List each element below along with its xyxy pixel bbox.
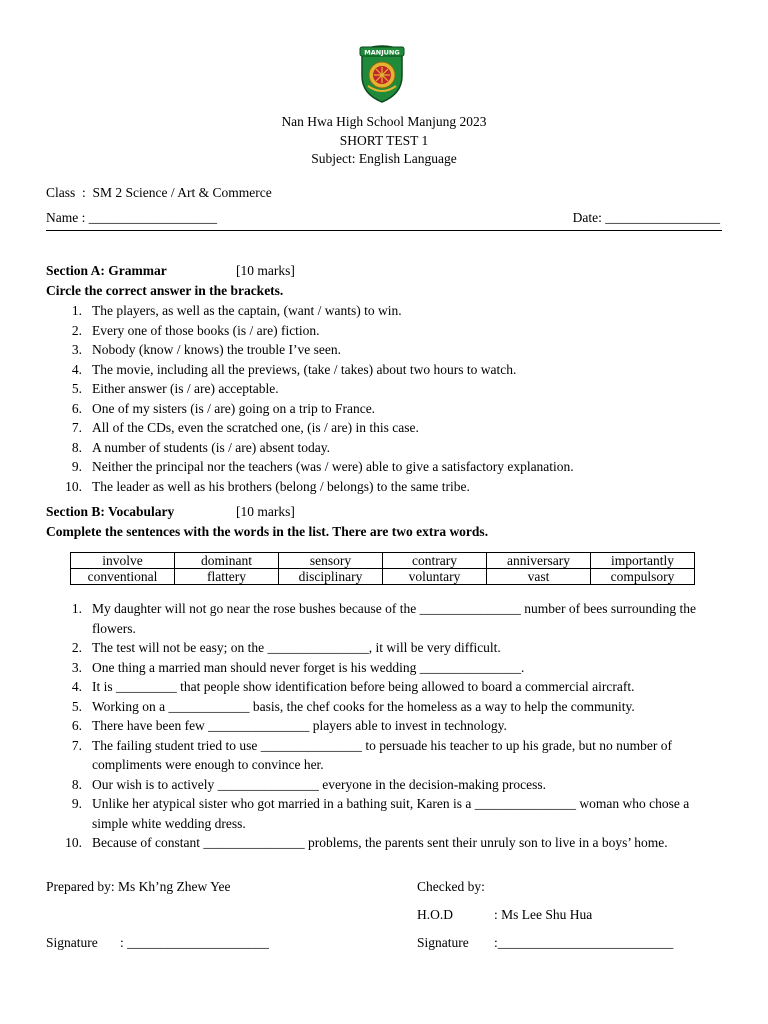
list-item: 10. The leader as well as his brothers (belong / belongs) to the same tribe. bbox=[65, 478, 470, 494]
question-text: The players, as well as the captain, (want / wants) to win. bbox=[92, 303, 402, 318]
list-item: 7. All of the CDs, even the scratched one, (is / are) in this case. bbox=[71, 420, 419, 435]
table-row bbox=[71, 569, 695, 585]
list-item: 9. Neither the principal nor the teachers (was / were) able to give a satisfactory explanation. bbox=[71, 459, 574, 474]
question-text: The failing student tried to use _______________ to persuade his teacher to up his grade, but no number of compliments were enough to convince her. bbox=[92, 737, 672, 772]
question-text: Neither the principal nor the teachers (was / were) able to give a satisfactory explanation. bbox=[92, 459, 574, 474]
class-label: Class bbox=[46, 185, 76, 200]
section-b-heading: Section B: Vocabulary bbox=[46, 504, 175, 519]
question-text: My daughter will not go near the rose bushes because of the _______________ number of bees surrounding the flowers. bbox=[92, 601, 696, 636]
school-crest-svg bbox=[354, 42, 410, 104]
section-a-instruction: Circle the correct answer in the brackets. bbox=[46, 283, 284, 298]
list-item: 1. The players, as well as the captain, (want / wants) to win. bbox=[71, 303, 402, 318]
class-separator: : bbox=[82, 185, 86, 200]
list-item: 4. The movie, including all the previews, (take / takes) about two hours to watch. bbox=[71, 361, 517, 377]
question-text: The test will not be easy; on the _______________, it will be very difficult. bbox=[92, 640, 501, 655]
prepared-by: Prepared by: Ms Kh’ng Zhew Yee bbox=[46, 879, 231, 894]
word-list-table bbox=[70, 552, 695, 585]
word-cell: sensory bbox=[279, 553, 383, 569]
list-item: 4. It is _________ that people show identification before being allowed to board a commercial aircraft. bbox=[71, 679, 635, 694]
word-cell: flattery bbox=[175, 569, 279, 585]
word-cell: voluntary bbox=[383, 569, 487, 585]
list-item: 6. One of my sisters (is / are) going on a trip to France. bbox=[71, 400, 376, 416]
question-text: The leader as well as his brothers (belong / belongs) to the same tribe. bbox=[92, 478, 470, 494]
section-b-marks: [10 marks] bbox=[236, 504, 295, 519]
question-text: There have been few _______________ players able to invest in technology. bbox=[92, 718, 507, 733]
date-field[interactable]: Date: _________________ bbox=[572, 210, 720, 225]
question-text: Our wish is to actively _______________ everyone in the decision-making process. bbox=[92, 776, 547, 792]
checked-by: Checked by: bbox=[417, 879, 485, 894]
question-text: A number of students (is / are) absent today. bbox=[92, 439, 330, 455]
word-cell: contrary bbox=[383, 553, 487, 569]
list-item: 8. A number of students (is / are) absent today. bbox=[71, 439, 330, 455]
signature-label-right: Signature bbox=[417, 935, 469, 950]
table-row bbox=[71, 553, 695, 569]
list-item: 5. Working on a ____________ basis, the chef cooks for the homeless as a way to help the community. bbox=[71, 698, 635, 714]
subject-line: Subject: English Language bbox=[311, 151, 457, 166]
word-cell: anniversary bbox=[487, 553, 591, 569]
hod-value: : Ms Lee Shu Hua bbox=[494, 907, 593, 922]
word-cell: dominant bbox=[175, 553, 279, 569]
signature-line-right[interactable]: :__________________________ bbox=[494, 935, 674, 950]
list-item: 3. One thing a married man should never forget is his wedding _______________. bbox=[71, 659, 525, 675]
class-value: SM 2 Science / Art & Commerce bbox=[92, 185, 272, 200]
question-text: The movie, including all the previews, (take / takes) about two hours to watch. bbox=[92, 361, 517, 377]
word-cell: involve bbox=[71, 553, 175, 569]
list-item: 1. My daughter will not go near the rose bushes because of the _______________ number of bees surrounding the flowers. bbox=[71, 601, 696, 636]
signature-label-left: Signature bbox=[46, 935, 98, 950]
word-cell: vast bbox=[487, 569, 591, 585]
list-item: 6. There have been few _______________ players able to invest in technology. bbox=[71, 718, 507, 733]
logo-banner-text: MANJUNG bbox=[364, 48, 400, 57]
word-cell: conventional bbox=[71, 569, 175, 585]
question-text: All of the CDs, even the scratched one, (is / are) in this case. bbox=[92, 420, 419, 435]
question-text: Every one of those books (is / are) fiction. bbox=[92, 322, 320, 338]
list-item: 2. The test will not be easy; on the _______________, it will be very difficult. bbox=[71, 640, 501, 655]
question-text: Either answer (is / are) acceptable. bbox=[92, 381, 279, 396]
list-item: 2. Every one of those books (is / are) fiction. bbox=[71, 322, 320, 338]
list-item: 5. Either answer (is / are) acceptable. bbox=[71, 381, 279, 396]
section-b-instruction: Complete the sentences with the words in the list. There are two extra words. bbox=[46, 524, 489, 539]
section-a-title bbox=[46, 263, 295, 279]
grammar-question-list bbox=[46, 301, 726, 496]
signature-line-left[interactable]: : _____________________ bbox=[120, 935, 269, 950]
vocabulary-question-list bbox=[46, 599, 726, 853]
name-date-line bbox=[46, 210, 722, 231]
section-a-marks: [10 marks] bbox=[236, 263, 295, 278]
list-item: 10. Because of constant _______________ problems, the parents sent their unruly son to live in a boys’ home. bbox=[65, 835, 668, 850]
school-crest-icon bbox=[354, 42, 410, 104]
question-text: One of my sisters (is / are) going on a trip to France. bbox=[92, 400, 376, 416]
test-title: SHORT TEST 1 bbox=[339, 132, 429, 148]
word-cell: compulsory bbox=[591, 569, 695, 585]
question-text: Because of constant _______________ problems, the parents sent their unruly son to live in a boys’ home. bbox=[92, 835, 668, 850]
word-cell: importantly bbox=[591, 553, 695, 569]
word-cell: disciplinary bbox=[279, 569, 383, 585]
list-item: 7. The failing student tried to use _______________ to persuade his teacher to up his grade, but no number of compliments were enough to convince her. bbox=[71, 737, 672, 772]
test-header bbox=[0, 113, 768, 169]
list-item: 9. Unlike her atypical sister who got married in a bathing suit, Karen is a _______________ woman who chose a simple white wedding dress. bbox=[71, 796, 690, 831]
school-name: Nan Hwa High School Manjung 2023 bbox=[281, 114, 487, 129]
section-a-heading: Section A: Grammar bbox=[46, 263, 167, 278]
name-field[interactable]: Name : ___________________ bbox=[46, 210, 217, 225]
question-text: Nobody (know / knows) the trouble I’ve seen. bbox=[92, 342, 341, 357]
list-item: 3. Nobody (know / knows) the trouble I’ve seen. bbox=[71, 342, 341, 357]
question-text: It is _________ that people show identification before being allowed to board a commercial aircraft. bbox=[92, 679, 635, 694]
section-b-title bbox=[46, 504, 646, 520]
question-text: Unlike her atypical sister who got married in a bathing suit, Karen is a _______________ woman who chose a simple white wedding dress. bbox=[92, 796, 690, 831]
question-text: One thing a married man should never forget is his wedding _______________. bbox=[92, 659, 525, 675]
question-text: Working on a ____________ basis, the chef cooks for the homeless as a way to help the community. bbox=[92, 698, 635, 714]
class-line bbox=[46, 185, 272, 201]
list-item: 8. Our wish is to actively _______________ everyone in the decision-making process. bbox=[71, 776, 547, 792]
hod-label: H.O.D bbox=[417, 907, 453, 922]
